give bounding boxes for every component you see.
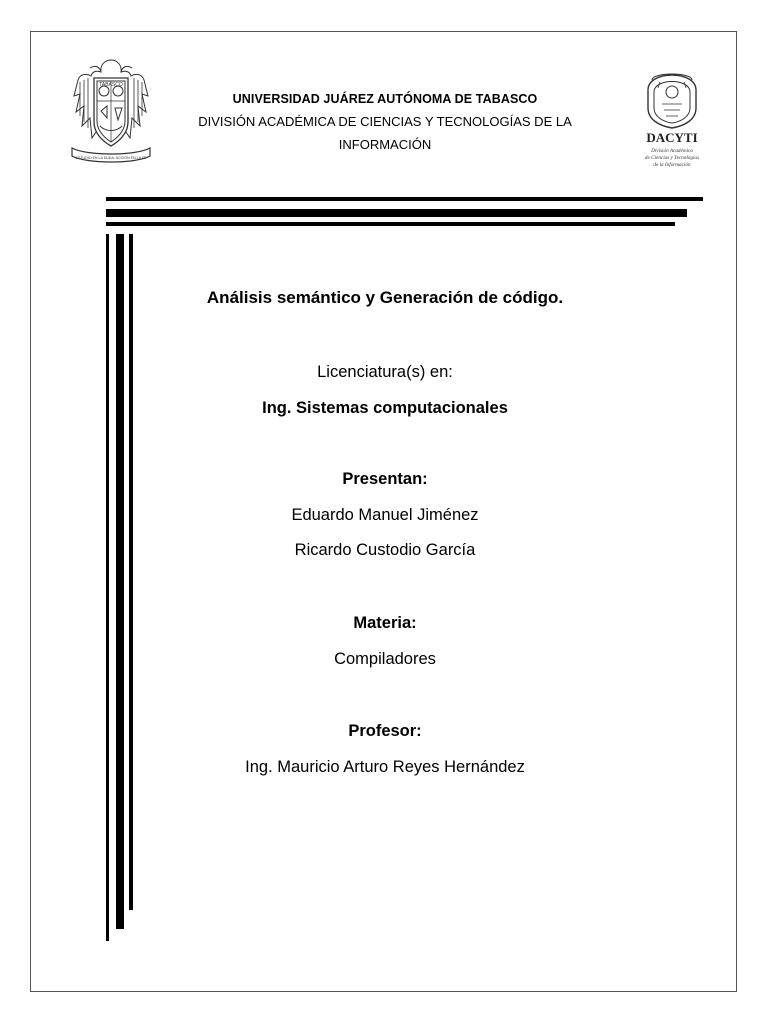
degree-label: Licenciatura(s) en: [317,363,453,381]
crest-motto: ESTUDIO EN LA DUDA. ACCIÓN EN LA FE [75,156,147,160]
presenter-name: Eduardo Manuel Jiménez [291,506,479,524]
ujat-crest-icon [66,56,156,168]
subject-label: Materia: [353,614,417,632]
subject-name: Compiladores [334,650,436,668]
presenter-name: Ricardo Custodio García [294,541,476,559]
vertical-rule-1 [106,234,109,941]
university-name: UNIVERSIDAD JUÁREZ AUTÓNOMA DE TABASCO [232,92,538,106]
dacyti-acronym: DACYTI [646,130,698,145]
professor-label: Profesor: [348,722,422,740]
degree-name: Ing. Sistemas computacionales [262,399,508,417]
dacyti-line3: de la Información [653,162,691,168]
presenters-label: Presentan: [342,470,428,488]
division-name: DIVISIÓN ACADÉMICA DE CIENCIAS Y TECNOLOGÍAS DE LA INFORMACIÓN [198,114,572,152]
cover-content [160,0,610,1024]
vertical-rule-3 [129,234,133,910]
crest-top-text: TABASCO [99,82,123,88]
document-title: Análisis semántico y Generación de código. [206,288,564,307]
professor-name: Ing. Mauricio Arturo Reyes Hernández [245,758,525,776]
dacyti-line1: División Académica [651,148,693,154]
dacyti-seal-icon [628,62,716,180]
vertical-rule-2 [116,234,124,929]
dacyti-line2: de Ciencias y Tecnologías [644,155,700,161]
